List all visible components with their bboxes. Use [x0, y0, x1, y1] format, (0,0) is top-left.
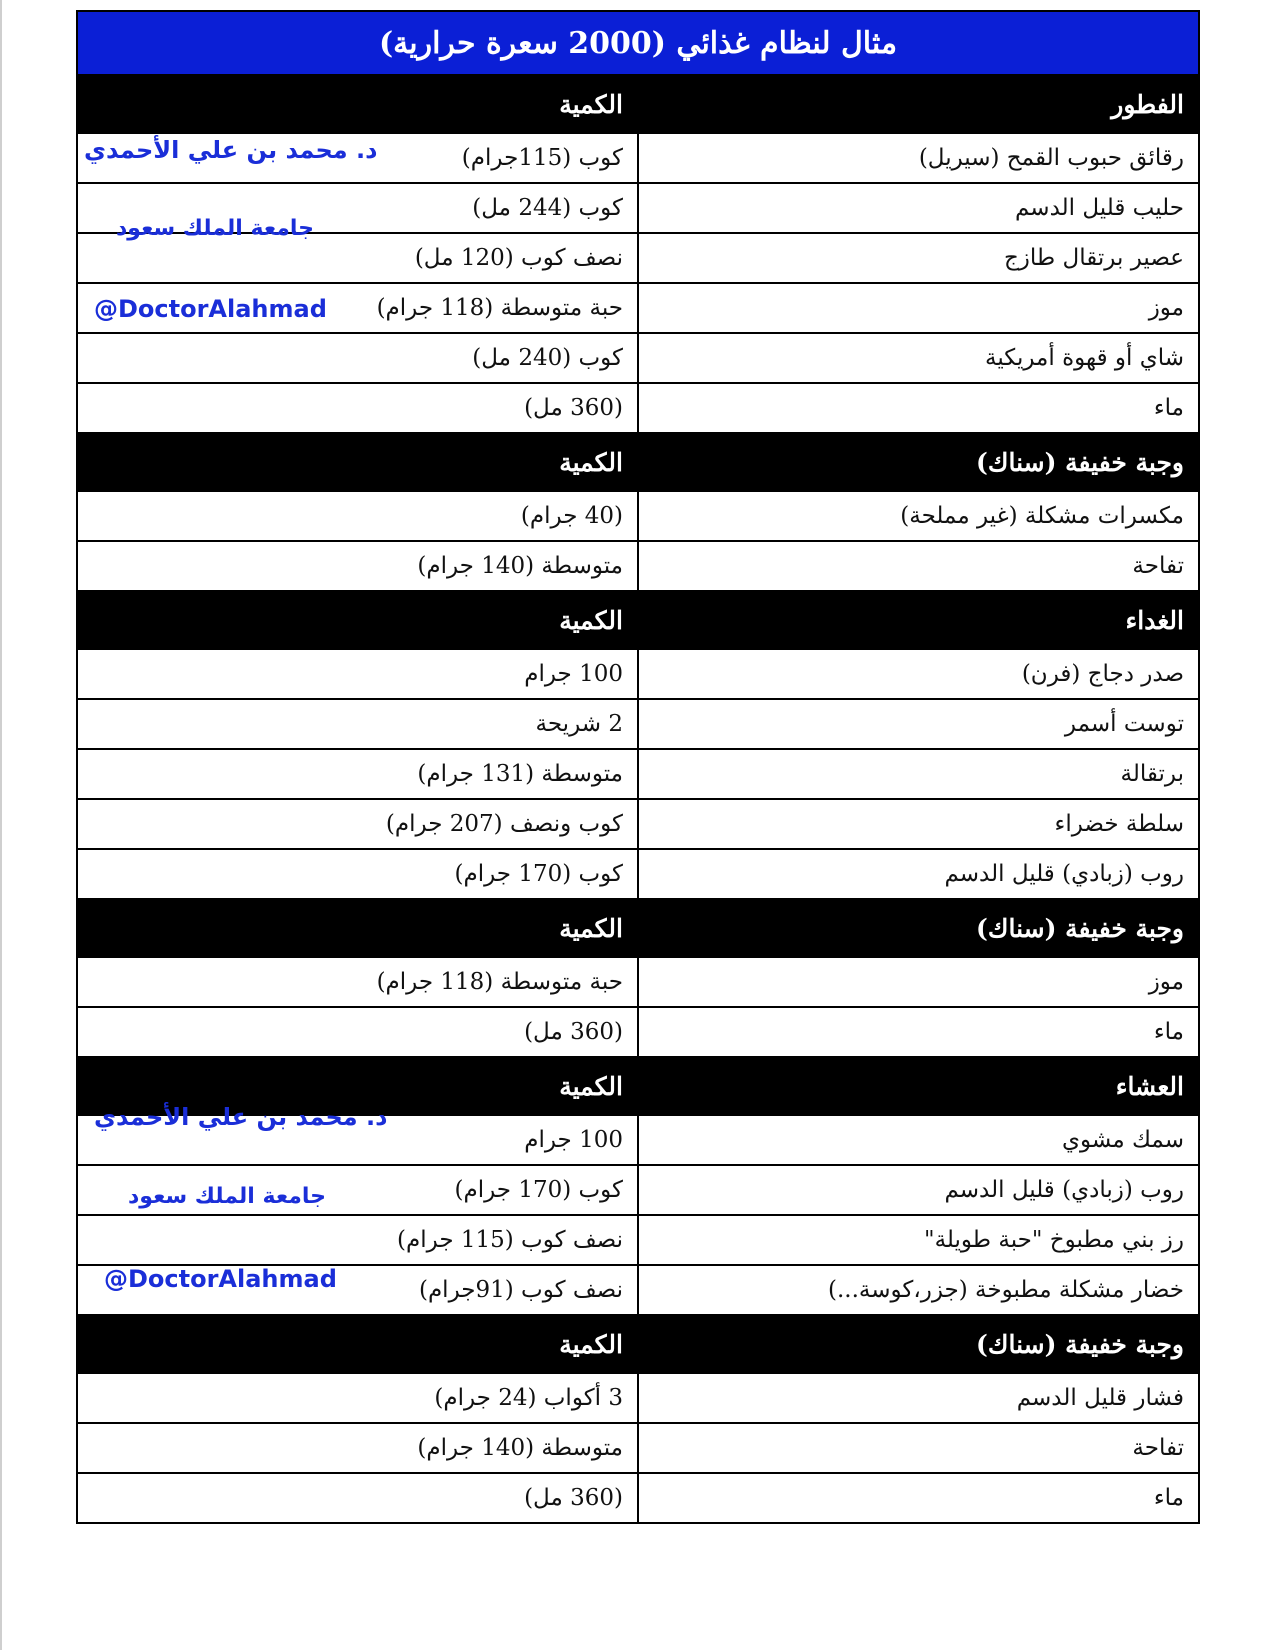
quantity-cell: (360 مل) [77, 383, 638, 433]
table-row [77, 699, 1199, 749]
section-header-row [77, 433, 1199, 491]
quantity-cell: متوسطة (140 جرام) [77, 1423, 638, 1473]
food-item-cell: فشار قليل الدسم [638, 1373, 1199, 1423]
quantity-cell: (40 جرام) [77, 491, 638, 541]
table-row [77, 849, 1199, 899]
watermark-university: جامعة الملك سعود [128, 1184, 326, 1209]
table-row [77, 1423, 1199, 1473]
food-item-cell: روب (زبادي) قليل الدسم [638, 1165, 1199, 1215]
quantity-header: الكمية [77, 433, 638, 491]
section-title: وجبة خفيفة (سناك) [638, 433, 1199, 491]
food-item-cell: برتقالة [638, 749, 1199, 799]
section-header-row [77, 899, 1199, 957]
table-row [77, 333, 1199, 383]
watermark-author-name: د. محمد بن علي الأحمدي [94, 1103, 388, 1131]
table-row [77, 383, 1199, 433]
quantity-cell: 100 جرام [77, 649, 638, 699]
page-edge [0, 0, 2, 1650]
food-item-cell: حليب قليل الدسم [638, 183, 1199, 233]
table-row [77, 1473, 1199, 1523]
quantity-cell: كوب ونصف (207 جرام) [77, 799, 638, 849]
food-item-cell: روب (زبادي) قليل الدسم [638, 849, 1199, 899]
table-row [77, 649, 1199, 699]
table-row [77, 799, 1199, 849]
quantity-cell: كوب (244 مل) [77, 183, 638, 233]
section-header-row [77, 75, 1199, 133]
quantity-cell: 3 أكواب (24 جرام) [77, 1373, 638, 1423]
quantity-cell: متوسطة (140 جرام) [77, 541, 638, 591]
table-row [77, 749, 1199, 799]
quantity-cell: 100 جرام [77, 1115, 638, 1165]
quantity-header: الكمية [77, 591, 638, 649]
quantity-cell: 2 شريحة [77, 699, 638, 749]
quantity-header: الكمية [77, 75, 638, 133]
food-item-cell: ماء [638, 383, 1199, 433]
quantity-cell: كوب (170 جرام) [77, 849, 638, 899]
food-item-cell: صدر دجاج (فرن) [638, 649, 1199, 699]
table-row [77, 1373, 1199, 1423]
table-row [77, 1215, 1199, 1265]
quantity-cell: حبة متوسطة (118 جرام) [77, 283, 638, 333]
food-item-cell: تفاحة [638, 1423, 1199, 1473]
food-item-cell: مكسرات مشكلة (غير مملحة) [638, 491, 1199, 541]
quantity-cell: نصف كوب (115 جرام) [77, 1215, 638, 1265]
title-row [77, 11, 1199, 75]
quantity-header: الكمية [77, 899, 638, 957]
quantity-cell: نصف كوب (91جرام) [77, 1265, 638, 1315]
food-item-cell: عصير برتقال طازج [638, 233, 1199, 283]
quantity-cell: (360 مل) [77, 1007, 638, 1057]
quantity-header: الكمية [77, 1315, 638, 1373]
quantity-header: الكمية [77, 1057, 638, 1115]
section-header-row [77, 1315, 1199, 1373]
food-item-cell: تفاحة [638, 541, 1199, 591]
food-item-cell: سلطة خضراء [638, 799, 1199, 849]
quantity-cell: كوب (170 جرام) [77, 1165, 638, 1215]
table-row [77, 1007, 1199, 1057]
section-title: وجبة خفيفة (سناك) [638, 1315, 1199, 1373]
food-item-cell: خضار مشكلة مطبوخة (جزر،كوسة...) [638, 1265, 1199, 1315]
food-item-cell: موز [638, 283, 1199, 333]
food-item-cell: ماء [638, 1473, 1199, 1523]
section-title: العشاء [638, 1057, 1199, 1115]
food-item-cell: ماء [638, 1007, 1199, 1057]
section-title: وجبة خفيفة (سناك) [638, 899, 1199, 957]
quantity-cell: كوب (240 مل) [77, 333, 638, 383]
table-row [77, 491, 1199, 541]
section-header-row [77, 591, 1199, 649]
watermark-author-name: د. محمد بن علي الأحمدي [84, 136, 378, 164]
quantity-cell: (360 مل) [77, 1473, 638, 1523]
food-item-cell: رز بني مطبوخ "حبة طويلة" [638, 1215, 1199, 1265]
quantity-cell: حبة متوسطة (118 جرام) [77, 957, 638, 1007]
table-row [77, 957, 1199, 1007]
food-item-cell: شاي أو قهوة أمريكية [638, 333, 1199, 383]
watermark-handle: @DoctorAlahmad [94, 295, 327, 323]
quantity-cell: نصف كوب (120 مل) [77, 233, 638, 283]
section-title: الغداء [638, 591, 1199, 649]
watermark-handle: @DoctorAlahmad [104, 1265, 337, 1293]
table-title: مثال لنظام غذائي (2000 سعرة حرارية) [77, 11, 1199, 75]
quantity-cell: متوسطة (131 جرام) [77, 749, 638, 799]
watermark-university: جامعة الملك سعود [116, 216, 314, 241]
table-row [77, 541, 1199, 591]
food-item-cell: رقائق حبوب القمح (سيريل) [638, 133, 1199, 183]
food-item-cell: توست أسمر [638, 699, 1199, 749]
food-item-cell: سمك مشوي [638, 1115, 1199, 1165]
quantity-cell: كوب (115جرام) [77, 133, 638, 183]
section-title: الفطور [638, 75, 1199, 133]
food-item-cell: موز [638, 957, 1199, 1007]
